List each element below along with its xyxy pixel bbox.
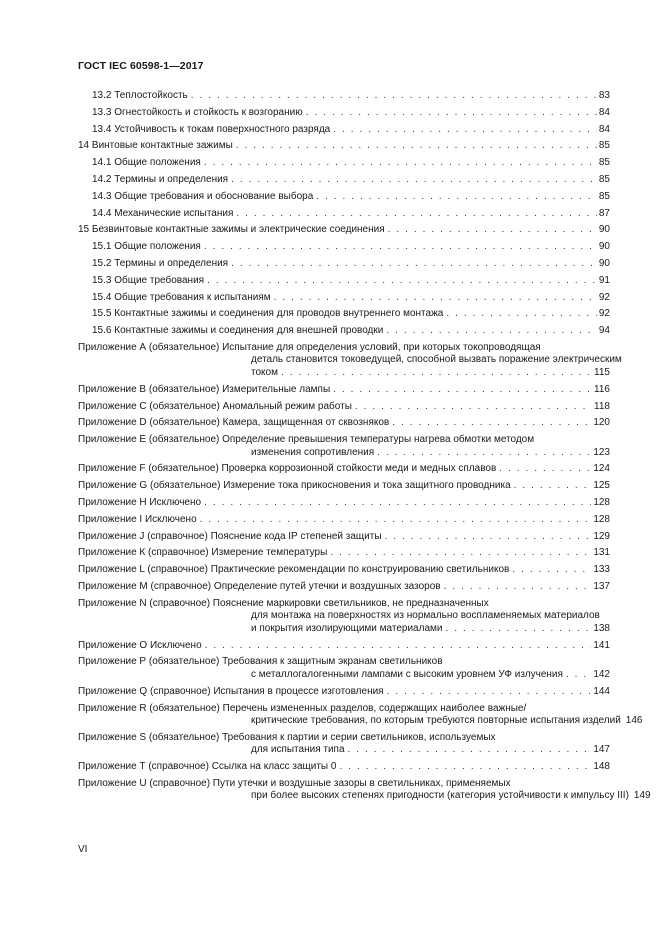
toc-entry-title: Приложение J (справочное) Пояснение кода IP степеней защиты <box>78 530 382 542</box>
toc-entry-title: 13.3 Огнестойкость и стойкость к возгоранию <box>92 106 303 118</box>
toc-entry-page: 144 <box>593 685 610 697</box>
toc-leader-dots <box>281 367 592 380</box>
toc-entry[interactable] <box>78 732 610 757</box>
toc-entry-title: Приложение Q (справочное) Испытания в процессе изготовления <box>78 685 384 697</box>
toc-leader-dots <box>204 241 597 254</box>
toc-entry-title: Приложение С (обязательное) Аномальный режим работы <box>78 400 352 412</box>
toc-leader-dots <box>333 124 597 137</box>
toc-entry-page: 84 <box>598 123 610 135</box>
toc-entry[interactable] <box>78 341 622 380</box>
toc-entry-page: 90 <box>598 241 610 253</box>
toc-leader-dots <box>231 174 597 187</box>
toc-entry[interactable] <box>92 124 610 137</box>
toc-entry[interactable] <box>78 497 610 510</box>
table-of-contents <box>0 90 661 807</box>
toc-leader-dots <box>392 417 591 430</box>
toc-leader-dots <box>333 384 592 397</box>
toc-entry-title: 15.1 Общие положения <box>92 241 201 253</box>
toc-leader-dots <box>316 191 597 204</box>
toc-entry-page: 87 <box>598 207 610 219</box>
toc-entry-page: 91 <box>598 274 610 286</box>
toc-entry-title: для монтажа на поверхностях из нормально воспламеняемых материалов <box>251 610 600 622</box>
toc-entry-title: 15.5 Контактные зажимы и соединения для проводов внутреннего монтажа <box>92 308 444 320</box>
toc-entry[interactable] <box>78 581 610 594</box>
toc-entry-title: с металлогалогенными лампами с высоким уровнем УФ излучения <box>251 668 563 680</box>
toc-leader-dots <box>306 107 597 120</box>
toc-entry[interactable] <box>92 107 610 120</box>
toc-leader-dots <box>385 531 592 544</box>
toc-entry[interactable] <box>78 777 651 803</box>
toc-entry-page: 84 <box>598 106 610 118</box>
toc-entry-page: 148 <box>593 761 610 773</box>
toc-entry-page: 141 <box>593 639 610 651</box>
toc-entry[interactable] <box>92 325 610 338</box>
toc-leader-dots <box>386 325 597 338</box>
toc-entry-title: Приложение Т (справочное) Ссылка на класс защиты 0 <box>78 761 337 773</box>
toc-entry-page: 92 <box>598 291 610 303</box>
toc-entry-title: Приложение U (справочное) Пути утечки и воздушные зазоры в светильниках, применяемых <box>78 777 511 789</box>
toc-leader-dots <box>355 401 592 414</box>
toc-leader-dots <box>444 581 592 594</box>
toc-entry-page: 116 <box>594 383 610 395</box>
toc-entry[interactable] <box>78 656 610 681</box>
toc-entry-title: 15.4 Общие требования к испытаниям <box>92 291 271 303</box>
toc-entry-page: 92 <box>598 308 610 320</box>
toc-entry-page: 128 <box>593 497 610 509</box>
toc-entry[interactable] <box>78 480 610 493</box>
toc-entry-title: Приложение О Исключено <box>78 639 202 651</box>
toc-leader-dots <box>274 292 597 305</box>
toc-entry-title: Приложение К (справочное) Измерение температуры <box>78 547 328 559</box>
toc-entry-page: 90 <box>598 224 610 236</box>
toc-entry-title: деталь становится токоведущей, способной вызвать поражение электрическим <box>251 354 622 366</box>
toc-entry[interactable] <box>78 564 610 577</box>
toc-leader-dots <box>388 224 597 237</box>
toc-entry[interactable] <box>92 241 610 254</box>
toc-entry-page: 138 <box>593 622 610 634</box>
toc-leader-dots <box>566 669 591 682</box>
toc-entry-page: 118 <box>594 400 610 412</box>
toc-entry-title: 15.3 Общие требования <box>92 274 205 286</box>
toc-entry-title: Приложение Н Исключено <box>78 497 202 509</box>
toc-leader-dots <box>445 623 591 636</box>
toc-entry-title: Приложение Е (обязательное) Определение превышения температуры нагрева обмотки методом <box>78 434 535 446</box>
toc-entry-page: 146 <box>625 715 643 726</box>
toc-leader-dots <box>236 140 597 153</box>
toc-entry-page: 123 <box>593 446 610 458</box>
toc-leader-dots <box>446 308 597 321</box>
toc-entry-title: Приложение N (справочное) Пояснение маркировки светильников, не предназначенных <box>78 597 489 609</box>
toc-entry[interactable] <box>78 598 610 636</box>
toc-entry-page: 131 <box>593 547 610 559</box>
toc-entry-page: 85 <box>598 190 610 202</box>
toc-entry[interactable] <box>92 90 610 103</box>
toc-leader-dots <box>512 564 591 577</box>
toc-entry-page: 90 <box>598 257 610 269</box>
toc-entry[interactable] <box>78 384 610 397</box>
document-header: ГОСТ IEC 60598-1—2017 <box>78 60 204 72</box>
toc-entry[interactable] <box>78 140 610 153</box>
toc-entry[interactable] <box>78 434 610 459</box>
toc-entry-title: для испытания типа <box>251 744 345 756</box>
toc-entry[interactable] <box>78 531 610 544</box>
toc-leader-dots <box>348 744 592 757</box>
toc-entry-title: критические требования, по которым требуются повторные испытания изделий <box>251 715 621 726</box>
toc-leader-dots <box>200 514 592 527</box>
toc-entry[interactable] <box>78 686 610 699</box>
toc-entry-title: Приложение D (обязательное) Камера, защищенная от сквозняков <box>78 417 390 429</box>
toc-leader-dots <box>499 463 591 476</box>
toc-leader-dots <box>207 275 597 288</box>
toc-entry-title: Приложение Р (обязательное) Требования к защитным экранам светильников <box>78 656 443 668</box>
toc-entry-page: 85 <box>598 157 610 169</box>
toc-entry-title: 13.4 Устойчивость к токам поверхностного разряда <box>92 123 331 135</box>
toc-leader-dots <box>339 761 591 774</box>
toc-entry-title: 15.6 Контактные зажимы и соединения для внешней проводки <box>92 325 384 337</box>
toc-entry[interactable] <box>92 191 610 204</box>
toc-entry-title: Приложение S (обязательное) Требования к партии и серии светильников, используемых <box>78 731 496 743</box>
toc-entry-page: 133 <box>593 564 610 576</box>
toc-entry-page: 85 <box>598 173 610 185</box>
toc-entry-page: 129 <box>593 530 610 542</box>
toc-leader-dots <box>514 480 592 493</box>
toc-entry-title: Приложение L (справочное) Практические рекомендации по конструированию светильников <box>78 564 510 576</box>
toc-entry-title: 14 Винтовые контактные зажимы <box>78 140 233 152</box>
toc-entry-title: 13.2 Теплостойкость <box>92 90 188 101</box>
toc-entry-title: изменения сопротивления <box>251 446 375 458</box>
toc-entry-title: 15.2 Термины и определения <box>92 257 229 269</box>
toc-entry-title: Приложение R (обязательное) Перечень измененных разделов, содержащих наиболее важные/ <box>78 702 527 714</box>
toc-entry[interactable] <box>78 761 610 774</box>
toc-leader-dots <box>191 90 597 103</box>
toc-entry-page: 142 <box>593 668 610 680</box>
toc-entry-title: при более высоких степенях пригодности (категория устойчивости к импульсу III) <box>251 790 629 802</box>
toc-leader-dots <box>205 640 592 653</box>
toc-entry[interactable] <box>92 157 610 170</box>
toc-entry[interactable] <box>78 401 610 414</box>
toc-entry-title: и покрытия изолирующими материалами <box>251 622 443 634</box>
toc-entry-title: Приложение А (обязательное) Испытание для определения условий, при которых токопроводящая <box>78 341 541 353</box>
toc-entry-page: 149 <box>633 790 651 802</box>
toc-entry-title: Приложение М (справочное) Определение путей утечки и воздушных зазоров <box>78 581 441 593</box>
toc-entry[interactable] <box>78 463 610 476</box>
toc-entry-title: Приложение G (обязательное) Измерение тока прикосновения и тока защитного проводника <box>78 480 511 492</box>
toc-entry[interactable] <box>92 208 610 221</box>
toc-entry-title: током <box>251 366 278 378</box>
toc-entry-title: 14.1 Общие положения <box>92 157 201 169</box>
toc-entry-page: 83 <box>598 90 610 101</box>
toc-entry[interactable] <box>78 417 610 430</box>
toc-entry-title: Приложение В (обязательное) Измерительные лампы <box>78 383 331 395</box>
toc-entry-title: 15 Безвинтовые контактные зажимы и электрические соединения <box>78 224 385 236</box>
toc-entry[interactable] <box>92 308 610 321</box>
toc-entry-page: 128 <box>593 513 610 525</box>
toc-leader-dots <box>330 547 591 560</box>
toc-entry-title: 14.2 Термины и определения <box>92 173 229 185</box>
toc-entry[interactable] <box>78 547 610 560</box>
toc-entry-title: Приложение F (обязательное) Проверка коррозионной стойкости меди и медных сплавов <box>78 463 497 475</box>
toc-entry-page: 120 <box>593 417 610 429</box>
toc-entry-title: Приложение I Исключено <box>78 513 197 525</box>
toc-entry[interactable] <box>92 275 610 288</box>
toc-entry-page: 124 <box>593 463 610 475</box>
toc-leader-dots <box>204 497 591 510</box>
toc-leader-dots <box>377 447 591 460</box>
toc-entry-page: 137 <box>593 581 610 593</box>
toc-entry-page: 85 <box>598 140 610 152</box>
toc-entry-page: 115 <box>594 366 610 378</box>
toc-leader-dots <box>231 258 597 271</box>
toc-entry[interactable] <box>78 514 610 527</box>
toc-entry-title: 14.3 Общие требования и обоснование выбора <box>92 190 314 202</box>
toc-entry-page: 125 <box>593 480 610 492</box>
toc-entry[interactable] <box>92 258 610 271</box>
toc-entry[interactable] <box>78 702 643 728</box>
toc-leader-dots <box>204 157 597 170</box>
page-number: VI <box>78 844 88 855</box>
toc-leader-dots <box>236 208 596 221</box>
toc-entry[interactable] <box>92 292 610 305</box>
toc-entry[interactable] <box>78 640 610 653</box>
toc-entry-page: 94 <box>598 325 610 337</box>
toc-leader-dots <box>387 686 592 699</box>
toc-entry-page: 147 <box>593 744 610 756</box>
toc-entry[interactable] <box>78 224 610 237</box>
toc-entry-title: 14.4 Механические испытания <box>92 207 234 219</box>
toc-entry[interactable] <box>92 174 610 187</box>
